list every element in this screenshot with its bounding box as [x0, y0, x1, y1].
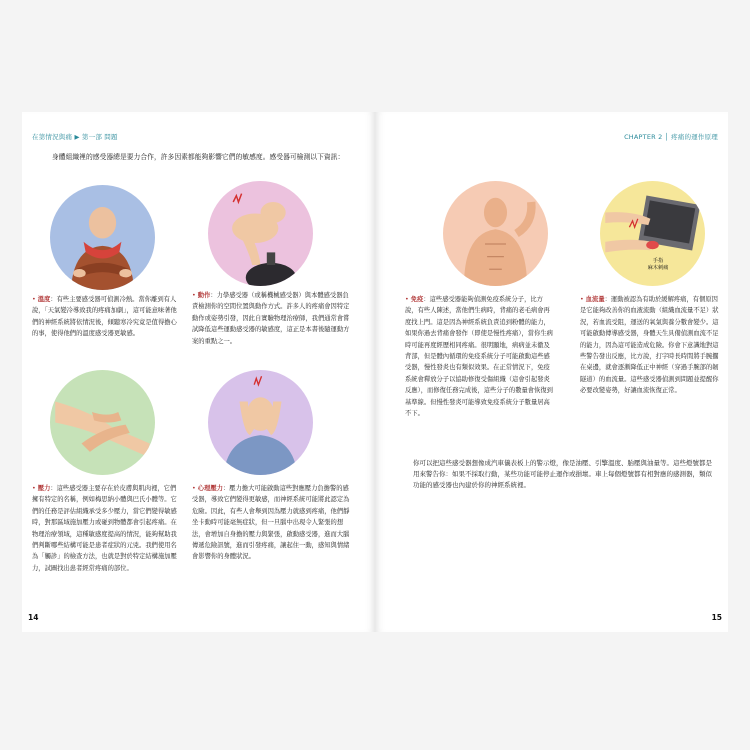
- page-number-left: 14: [28, 613, 39, 622]
- movement-illustration: [208, 181, 313, 286]
- intro-text: 身體組織裡的感受器總是要力合作，許多因素都能夠影響它們的敏感度。感受器可檢測以下資訊：: [52, 153, 345, 161]
- immune-caption: • 免疫：這些感受器能夠偵測免疫系統分子，比方說，有些人陳述，當他們生病時，背痛的老毛病會再度找上門。這是因為神經系統負責追到粉體的能力，如果你過去背痛會發作（即使是慢性疼痛），當你生病時可能再度經歷相同疼痛。很明顯地，病病並未徹及背部，但是體內循環的免疫系統分子可能啟動這些感受器，慢性發炎也有類似效果。在正常情況下，免疫系統會釋放分子以協助修復受傷組織（這會引起發炎反應），而修復任務完成後，這些分子的數量會恢復到基準線。但慢性發炎可能導致免疫系統分子數量居高不下。: [405, 296, 553, 418]
- stress-caption: • 心理壓力：壓力擔大可能啟動這些對應壓力負擔警的感受器，導致它們變得更敏感，而神經系統可能將此認定為危險。因此，有些人會舉到因為壓力就感到疼痛，他們靜坐卡動時可能毫無症狀，但一旦腦中出現令人緊張的想法，會增加自身擔的壓力與緊張，啟動感受器，進而大腦傳遞危險訊號，進而引發疼痛，讓起住一動，感知與情緒會影響你的身體狀況。: [192, 485, 350, 561]
- bloodflow-caption: • 血流量：運動被認為有助於緩解疼痛，有個原因是它能夠改善你的血液流動（組織血流量不足）狀況，若血流受阻，運送的氧氣與養分數會變少。這可能啟動傳導感受器，身體天生具備偵測血流不足的能力，因為這可能造成危險。你會下意識地對這些警告發出反應，比方說，打字時長時間將手腕擱在桌邊，就會逐漸降低正中神經（穿過手腕部的韌隧道）的血流量。這些感受器偵測到問題並提醒你必要改變姿勢，好讓血流恢復正常。: [580, 296, 719, 395]
- page-number-right: 15: [711, 613, 722, 622]
- right-page: [375, 112, 728, 632]
- pressure-caption: • 壓力：這些感受器主要存在於皮膚與肌肉裡，它們擁有特定的名稱，例如梅思納小體與巴氏小體等。它們的任務是評估組織承受多少壓力，當它們變得敏感時，對那區域施加壓力或碰到物體都會引起疼痛。在物理治療領域，這種敏感度提高的情況，能夠幫助我們判斷哪些結構可能是患者症狀的元兇。我們使用名為「觸診」的檢查方法，也就是對於特定結構施加壓力，試圖找出患者經常疼痛的部位。: [32, 485, 177, 572]
- numbness-label: 手指 麻木刺痛: [647, 258, 669, 271]
- dashboard-analogy-paragraph: 你可以把這些感受器想像成汽車儀表板上的警示燈，像是油壓、引擎溫度、胎壓與油量等。這些燈號都是用來警告你：如果不採取行動，某些功能可能停止運作或損壞。車上每個燈號都有相對應的感測器，類似功能的感受器也內建於你的神經系統裡。: [413, 459, 712, 489]
- temperature-illustration: [50, 185, 155, 290]
- left-running-header: 在第情況與痛 ▶ 第一部 問題: [32, 133, 118, 141]
- pressure-illustration: [50, 370, 155, 475]
- immune-illustration: [443, 181, 548, 286]
- movement-caption: • 動作：力學感受器（或稱機械感受器）與本體感受器負責檢測你的空間位置與動作方式。許多人的疼痛會因特定動作或姿勢引發，因此自實驗物理治療師，我們通常會嘗試降低這些運動感受器的敏感度，這正是本書後隨運動方案的重點之一。: [192, 292, 350, 345]
- stress-illustration: [208, 370, 313, 475]
- temperature-caption: • 溫度：有些主要感受器可偵測冷熱。當你離到有人說，「天氣變冷導致我的疼痛加劇」，這可能意味著他們的神經系統將依情況後，傾聽寒冷究竟是值得擔心的事，使得他們的溫度感受器更敏感。: [32, 296, 177, 338]
- right-running-header: CHAPTER 2 │ 疼痛的運作原理: [624, 133, 718, 141]
- left-page: [22, 112, 375, 632]
